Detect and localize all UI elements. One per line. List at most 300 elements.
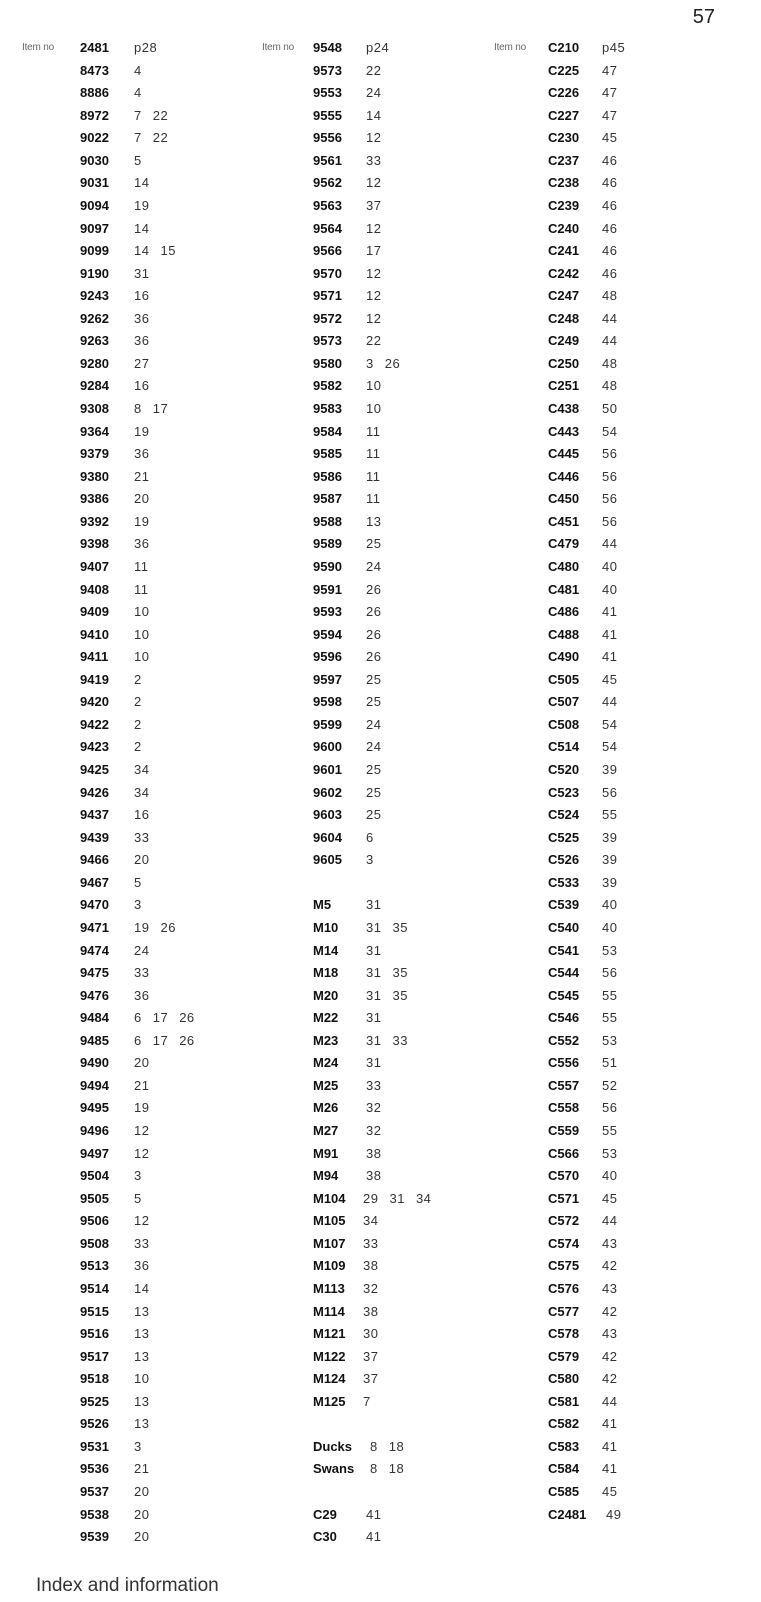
page-refs	[602, 150, 628, 173]
page-ref: 31	[389, 1190, 405, 1206]
page-refs	[366, 398, 392, 421]
page-ref: 35	[392, 919, 408, 935]
page-refs	[366, 511, 392, 534]
page-ref: 42	[602, 1258, 618, 1274]
page-refs	[134, 1188, 153, 1211]
page-refs	[602, 1210, 628, 1233]
page-ref: 41	[366, 1506, 382, 1522]
page-ref: 36	[134, 333, 150, 349]
page-refs	[366, 601, 392, 624]
page-ref: 24	[366, 85, 382, 101]
page-ref: 19	[134, 513, 150, 529]
page-ref: 32	[366, 1100, 382, 1116]
item-number: M14	[313, 942, 339, 958]
page-ref: 31	[134, 265, 150, 281]
item-number: 9263	[80, 333, 109, 349]
page-ref: 20	[134, 1506, 150, 1522]
item-number: C210	[548, 40, 580, 55]
page-ref: 33	[366, 152, 382, 168]
page-ref: 47	[602, 85, 618, 101]
page-ref: 41	[602, 1416, 618, 1432]
page-refs	[134, 782, 160, 805]
page-refs	[134, 1413, 160, 1436]
item-number: C577	[548, 1303, 580, 1319]
item-number: C247	[548, 288, 580, 304]
page-refs	[602, 736, 628, 759]
page-ref: 44	[602, 694, 618, 710]
page-ref: 26	[179, 1010, 195, 1026]
item-number: 9030	[80, 152, 109, 168]
page-refs	[366, 940, 392, 963]
page-ref: 18	[388, 1438, 405, 1454]
page-ref: 12	[134, 1213, 150, 1229]
page-ref: 3	[134, 1168, 142, 1184]
item-number: M25	[313, 1077, 339, 1093]
page-ref: 50	[602, 401, 618, 416]
page-refs	[366, 646, 392, 669]
page-refs	[602, 1030, 628, 1053]
page-refs	[134, 894, 153, 917]
page-ref: 25	[366, 671, 382, 687]
item-number: C556	[548, 1055, 580, 1071]
page-ref: 7	[134, 107, 142, 123]
page-refs	[134, 691, 153, 714]
item-number: 9585	[313, 446, 342, 462]
page-ref: 39	[602, 874, 618, 890]
page-ref: 4	[134, 62, 142, 78]
page-refs	[134, 1323, 160, 1346]
page-ref: 22	[152, 107, 169, 123]
page-refs	[134, 375, 160, 398]
item-number: C520	[548, 762, 580, 777]
page-ref: 31	[366, 919, 382, 935]
page-refs	[602, 375, 628, 398]
item-number: C486	[548, 604, 580, 620]
page-refs	[366, 172, 392, 195]
item-number: C575	[548, 1258, 580, 1274]
page-ref: 53	[602, 1032, 618, 1048]
item-number: 9566	[313, 243, 342, 259]
item-number: M23	[313, 1032, 339, 1048]
page-ref: 11	[366, 446, 381, 462]
page-refs	[134, 849, 160, 872]
page-ref: 8	[370, 1461, 378, 1477]
page-refs	[134, 127, 179, 150]
page-refs	[134, 556, 160, 579]
item-number: 8972	[80, 107, 109, 123]
item-number: C581	[548, 1393, 580, 1409]
item-number: M27	[313, 1123, 339, 1138]
page-refs	[134, 421, 160, 444]
page-ref: 3	[134, 1438, 142, 1454]
item-number: 9398	[80, 536, 109, 552]
page-refs	[602, 556, 628, 579]
item-number: M121	[313, 1326, 346, 1342]
page-ref: 12	[366, 310, 382, 326]
page-ref: 36	[134, 310, 150, 326]
page-ref: 32	[363, 1280, 379, 1296]
page-ref: 44	[602, 1393, 618, 1409]
page-ref: 37	[363, 1348, 379, 1364]
page-ref: 35	[392, 965, 408, 981]
page-refs	[602, 218, 628, 241]
page-refs	[134, 1030, 206, 1053]
page-refs	[602, 849, 628, 872]
page-refs	[602, 624, 628, 647]
page-refs	[134, 1368, 160, 1391]
page-refs	[602, 1120, 628, 1143]
page-ref: 17	[152, 401, 169, 416]
page-refs	[366, 127, 392, 150]
page-refs	[134, 1233, 160, 1256]
page-ref: 13	[134, 1416, 150, 1432]
item-number: 9571	[313, 288, 342, 304]
page-refs	[602, 804, 628, 827]
item-number: C552	[548, 1032, 580, 1048]
page-refs	[366, 218, 392, 241]
page-refs	[366, 37, 400, 60]
page-ref: 14	[134, 243, 150, 259]
item-number: C237	[548, 152, 580, 168]
page-ref: 4	[134, 85, 142, 101]
page-ref: 44	[602, 536, 618, 552]
item-number: C480	[548, 558, 580, 574]
page-refs	[134, 940, 160, 963]
page-ref: 53	[602, 1145, 618, 1161]
page-ref: 3	[366, 355, 374, 371]
page-refs	[366, 375, 392, 398]
page-refs	[134, 601, 160, 624]
page-refs	[602, 827, 628, 850]
page-refs	[134, 60, 153, 83]
page-refs	[602, 443, 628, 466]
page-refs	[602, 1165, 628, 1188]
item-number: 9563	[313, 197, 342, 213]
page-refs	[134, 1436, 153, 1459]
page-ref: 26	[366, 649, 382, 665]
page-ref: 26	[179, 1032, 195, 1048]
item-number: M91	[313, 1145, 339, 1161]
page-refs	[602, 579, 628, 602]
page-number: 57	[692, 6, 715, 28]
item-number: 9386	[80, 491, 109, 507]
page-refs	[366, 669, 392, 692]
page-ref: 36	[134, 536, 150, 552]
page-refs	[366, 962, 419, 985]
page-refs	[134, 1007, 206, 1030]
page-ref: 31	[366, 1032, 382, 1048]
footer-title: Index and information	[36, 1575, 219, 1596]
page-ref: 33	[363, 1235, 379, 1251]
item-number: C230	[548, 130, 580, 146]
item-number: 9573	[313, 62, 342, 78]
page-refs	[366, 1097, 392, 1120]
page-ref: 12	[366, 288, 382, 304]
page-refs	[134, 1301, 160, 1324]
item-number: M122	[313, 1348, 346, 1364]
page-ref: 42	[602, 1371, 618, 1387]
item-number: 9587	[313, 491, 342, 507]
page-refs	[606, 1504, 632, 1527]
page-refs	[366, 150, 392, 173]
page-ref: 10	[134, 626, 150, 642]
page-refs	[602, 533, 628, 556]
item-number: 9243	[80, 288, 109, 304]
item-number: C584	[548, 1461, 580, 1477]
page-refs	[366, 195, 392, 218]
page-refs	[366, 556, 392, 579]
page-ref: 38	[363, 1258, 379, 1274]
item-number: C585	[548, 1484, 580, 1499]
item-number: 9392	[80, 513, 109, 529]
page-ref: p45	[602, 40, 626, 55]
item-number: M22	[313, 1010, 339, 1026]
item-number: 9471	[80, 919, 109, 935]
page-ref: 5	[134, 152, 142, 168]
item-number: C525	[548, 829, 580, 845]
page-ref: 34	[134, 762, 150, 777]
page-ref: 36	[134, 446, 150, 462]
item-number: 9572	[313, 310, 342, 326]
item-number: 9094	[80, 197, 109, 213]
page-ref: p28	[134, 40, 158, 55]
page-ref: 33	[134, 965, 150, 981]
page-refs	[366, 421, 392, 444]
page-ref: 22	[366, 333, 382, 349]
item-number: C490	[548, 649, 580, 665]
page-refs	[602, 1458, 628, 1481]
page-refs	[134, 195, 160, 218]
item-number: M5	[313, 897, 332, 913]
item-number: 9601	[313, 762, 342, 777]
page-refs	[134, 511, 160, 534]
item-number: 9505	[80, 1190, 109, 1206]
page-ref: 45	[602, 1190, 618, 1206]
page-refs	[602, 1323, 628, 1346]
item-number: 9590	[313, 558, 342, 574]
item-number: 9280	[80, 355, 109, 371]
item-number: 8886	[80, 85, 109, 101]
item-number: C445	[548, 446, 580, 462]
page-refs	[602, 1436, 628, 1459]
page-ref: 26	[366, 626, 382, 642]
page-ref: 41	[602, 626, 618, 642]
item-number: 9548	[313, 40, 342, 55]
page-refs	[602, 962, 628, 985]
page-ref: 55	[602, 987, 618, 1003]
page-refs	[134, 804, 160, 827]
page-ref: 20	[134, 1529, 150, 1545]
page-refs	[366, 240, 392, 263]
item-number: 9467	[80, 874, 109, 890]
page-refs	[366, 308, 392, 331]
item-number: 9599	[313, 716, 342, 732]
item-number: 9580	[313, 355, 342, 371]
page-refs	[134, 443, 160, 466]
page-ref: 24	[366, 558, 382, 574]
item-number: C508	[548, 716, 580, 732]
item-number: C240	[548, 220, 580, 236]
item-number: 9439	[80, 829, 109, 845]
page-ref: 11	[366, 423, 381, 439]
page-refs	[366, 624, 392, 647]
item-number: C540	[548, 919, 580, 935]
item-number: C570	[548, 1168, 580, 1184]
page-refs	[134, 105, 179, 128]
item-number: 9588	[313, 513, 342, 529]
item-number: C572	[548, 1213, 580, 1229]
item-number: C249	[548, 333, 580, 349]
page-ref: 44	[602, 1213, 618, 1229]
page-ref: 14	[366, 107, 382, 123]
page-ref: 52	[602, 1077, 618, 1093]
page-ref: 15	[160, 243, 176, 259]
page-ref: 55	[602, 1010, 618, 1026]
page-ref: 6	[134, 1010, 142, 1026]
page-ref: 37	[366, 197, 382, 213]
item-number: 9573	[313, 333, 342, 349]
page-ref: 40	[602, 1168, 618, 1184]
item-number: 9583	[313, 401, 342, 416]
item-number: M109	[313, 1258, 346, 1274]
page-ref: 31	[366, 1055, 382, 1071]
item-number: 9508	[80, 1235, 109, 1251]
item-number: 9466	[80, 852, 109, 868]
item-number: 9531	[80, 1438, 109, 1454]
item-number: C544	[548, 965, 580, 981]
page-refs	[134, 263, 160, 286]
page-refs	[134, 1097, 160, 1120]
page-refs	[366, 691, 392, 714]
page-refs	[134, 488, 160, 511]
item-number: 9494	[80, 1077, 109, 1093]
page-ref: 14	[134, 1280, 150, 1296]
page-ref: 13	[134, 1303, 150, 1319]
page-ref: 14	[134, 175, 150, 191]
page-ref: 38	[366, 1168, 382, 1184]
page-refs	[602, 894, 628, 917]
page-refs	[134, 1143, 160, 1166]
page-ref: 11	[366, 468, 381, 484]
page-ref: 41	[602, 1438, 618, 1454]
item-number: 9515	[80, 1303, 109, 1319]
item-number: 9485	[80, 1032, 109, 1048]
page-ref: 38	[363, 1303, 379, 1319]
page-ref: 20	[134, 852, 150, 868]
page-ref: 26	[366, 604, 382, 620]
item-number: C239	[548, 197, 580, 213]
item-number: 9422	[80, 716, 109, 732]
item-number: C241	[548, 243, 580, 259]
page-ref: 46	[602, 220, 618, 236]
page-ref: 14	[134, 220, 150, 236]
page-refs	[366, 849, 385, 872]
item-number: C507	[548, 694, 580, 710]
item-number: 9539	[80, 1529, 109, 1545]
page-ref: 7	[363, 1393, 371, 1409]
page-refs	[602, 1052, 628, 1075]
page-refs	[370, 1458, 415, 1481]
page-ref: 40	[602, 581, 618, 597]
item-number: C250	[548, 355, 580, 371]
page-refs	[134, 308, 160, 331]
item-number: 9419	[80, 671, 109, 687]
page-refs	[134, 218, 160, 241]
page-refs	[602, 398, 628, 421]
item-number: 9190	[80, 265, 109, 281]
item-number: C438	[548, 401, 580, 416]
page-ref: 46	[602, 243, 618, 259]
page-ref: 13	[134, 1393, 150, 1409]
page-ref: 54	[602, 716, 618, 732]
item-number: C557	[548, 1077, 580, 1093]
page-refs	[363, 1391, 382, 1414]
page-refs	[602, 1097, 628, 1120]
item-number: 9407	[80, 558, 109, 574]
item-number: 9484	[80, 1010, 109, 1026]
item-number: 9408	[80, 581, 109, 597]
page-ref: 24	[366, 716, 382, 732]
item-number: C248	[548, 310, 580, 326]
page-ref: 39	[602, 762, 618, 777]
page-ref: 47	[602, 62, 618, 78]
page-refs	[134, 669, 153, 692]
page-ref: 26	[160, 919, 176, 935]
item-number: C251	[548, 378, 580, 394]
page-refs	[134, 82, 153, 105]
page-refs	[134, 1458, 160, 1481]
page-refs	[602, 353, 628, 376]
item-number: C526	[548, 852, 580, 868]
page-refs	[366, 488, 392, 511]
item-number: 9536	[80, 1461, 109, 1477]
page-refs	[363, 1346, 389, 1369]
page-ref: 33	[366, 1077, 382, 1093]
page-refs	[366, 736, 392, 759]
item-number: 9597	[313, 671, 342, 687]
page-refs	[363, 1233, 389, 1256]
page-refs	[602, 1391, 628, 1414]
page-ref: 40	[602, 919, 618, 935]
item-number: 9561	[313, 152, 342, 168]
page-refs	[366, 533, 392, 556]
page-ref: 51	[602, 1055, 618, 1071]
page-ref: 33	[392, 1032, 408, 1048]
item-number: C574	[548, 1235, 580, 1251]
page-refs	[366, 1504, 392, 1527]
page-refs	[366, 894, 392, 917]
item-number: 9513	[80, 1258, 109, 1274]
item-number: 9605	[313, 852, 342, 868]
page-ref: 25	[366, 762, 382, 777]
page-ref: 48	[602, 355, 618, 371]
page-refs	[134, 285, 160, 308]
item-number: C533	[548, 874, 580, 890]
page-refs	[366, 579, 392, 602]
item-number: 9538	[80, 1506, 109, 1522]
item-number: 9589	[313, 536, 342, 552]
page-refs	[134, 1278, 160, 1301]
item-number: 9476	[80, 987, 109, 1003]
page-ref: 43	[602, 1326, 618, 1342]
item-number: 9598	[313, 694, 342, 710]
page-ref: 33	[134, 829, 150, 845]
item-number: 9517	[80, 1348, 109, 1364]
page-refs	[370, 1436, 415, 1459]
page-ref: 12	[134, 1145, 150, 1161]
page-ref: 18	[388, 1461, 405, 1477]
page-refs	[602, 1075, 628, 1098]
